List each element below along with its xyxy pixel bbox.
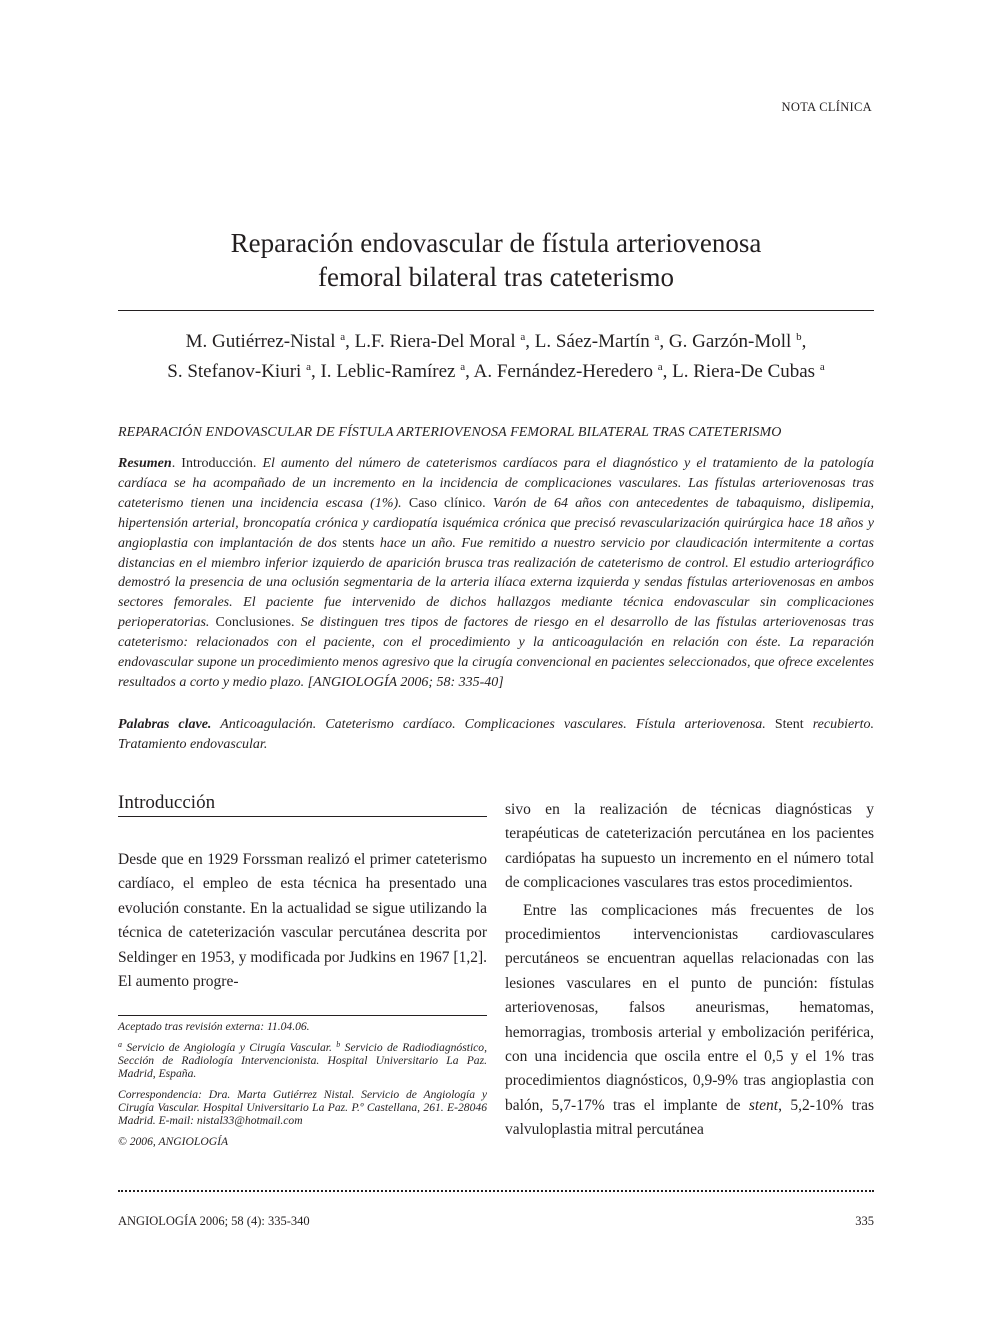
author-affiliation: a — [460, 361, 466, 373]
keywords-list: Anticoagulación. Cateterismo cardíaco. Complicaciones vasculares. Fístula arteriovenosa. — [220, 717, 766, 732]
journal-citation: ANGIOLOGÍA 2006; 58 (4): 335-340 — [118, 1214, 310, 1228]
author-affiliation: b — [796, 331, 802, 343]
author-line-1 — [118, 327, 874, 357]
author-name: L.F. Riera-Del Moral — [354, 331, 516, 352]
abstract-stents-term: stents — [342, 535, 375, 551]
author-affiliation: a — [657, 361, 663, 373]
abstract-conclusions-label: Conclusiones. — [215, 615, 295, 631]
body-term-stent: stent — [748, 1096, 779, 1114]
affiliation-b: Servicio de Radiodiagnóstico, Sección de Radiología Intervencionista. Hospital Universitario La Paz. Madrid, España. — [118, 1041, 488, 1080]
author-name: M. Gutiérrez-Nistal — [185, 331, 336, 352]
author-name: L. Sáez-Martín — [534, 331, 650, 352]
body-text: , 5,2-10% tras valvuloplastia mitral percutánea — [505, 1096, 874, 1139]
article-title — [118, 226, 874, 294]
affiliation-mark: b — [336, 1040, 341, 1049]
right-column — [505, 798, 874, 1143]
author-affiliation: a — [306, 361, 311, 373]
abstract-heading: REPARACIÓN ENDOVASCULAR DE FÍSTULA ARTERIOVENOSA FEMORAL BILATERAL TRAS CATETERISMO — [118, 425, 782, 440]
abstract-intro-label: Introducción. — [181, 456, 257, 471]
body-paragraph: Desde que en 1929 Forssman realizó el primer cateterismo cardíaco, el empleo de esta técnica ha presentado una evolución constante. En la actualidad se sigue utilizando la técnica de cateterización vascular percutánea descrita por Seldinger en 1953, y modificada por Judkins en 1967 [1,2]. El aumento progre- — [118, 851, 487, 991]
footnote-copyright: © 2006, ANGIOLOGÍA — [118, 1135, 229, 1148]
abstract-conclusions-text: Se distinguen tres tipos de factores de riesgo en el desarrollo de las fístulas arteriovenosas tras cateterismo: relacionados con el paciente, con el procedimiento y la anticoagulación en relación con éste. La reparación endovascular supone un procedimiento menos agresivo que la cirugía convencional en pacientes seleccionados, que ofrece excelentes resultados a corto y medio plazo. [ANGIOLOGÍA 2006; 58: 335-40] — [118, 615, 875, 690]
author-separator: , — [465, 361, 474, 382]
abstract-body: Resumen. Introducción. El aumento del número de cateterismos cardíacos para el diagnóstico y el tratamiento de la patología cardíaca se ha acompañado de un incremento en la incidencia de complicaciones vasculares. Las fístulas arteriovenosas tras cateterismo tienen una incidencia escasa (1%). Caso clínico. Varón de 64 años con antecedentes de tabaquismo, dislipemia, hipertensión arterial, broncopatía crónica y cardiopatía isquémica crónica que precisó revascularización quirúrgica hace 18 años y angioplastia con implantación de dos stents hace un año. Fue remitido a nuestro servicio por claudicación intermitente a cortas distancias en el miembro inferior izquierdo de aparición brusca tras realización de cateterismo de control. El estudio arteriográfico demostró la presencia de una oclusión segmentaria de la arteria ilíaca externa izquierda y sendas fístulas arteriovenosas en ambos sectores femorales. El paciente fue intervenido de dichos hallazgos mediante técnica endovascular sin complicaciones perioperatorias. Conclusiones. Se distinguen tres tipos de factores de riesgo en el desarrollo de las fístulas arteriovenosas tras cateterismo: relacionados con el paciente, con el procedimiento y la anticoagulación en relación con éste. La reparación endovascular supone un procedimiento menos agresivo que la cirugía convencional en pacientes seleccionados, que ofrece excelentes resultados a corto y medio plazo. [ANGIOLOGÍA 2006; 58: 335-40] — [118, 456, 875, 690]
author-separator: , — [525, 331, 535, 352]
author-affiliation: a — [520, 331, 526, 343]
author-affiliation: a — [819, 361, 825, 373]
author-name: S. Stefanov-Kiuri — [167, 361, 302, 382]
abstract-label: Resumen — [118, 456, 172, 471]
author-affiliation: a — [654, 331, 660, 343]
keywords-label: Palabras clave. — [118, 717, 212, 732]
keywords-list-cont: recubierto. Tratamiento endovascular. — [118, 717, 875, 752]
section-heading-introduction: Introducción — [118, 792, 216, 813]
author-name: L. Riera-De Cubas — [672, 361, 816, 382]
body-paragraph: sivo en la realización de técnicas diagnósticas y terapéuticas de cateterización percutánea en los pacientes cardiópatas ha supuesto un incremento en el número total de complicaciones vasculares tras estos procedimientos. — [505, 801, 874, 892]
section-label: NOTA CLÍNICA — [781, 100, 872, 114]
author-list — [118, 327, 874, 387]
author-affiliation: a — [340, 331, 346, 343]
author-separator: , — [310, 361, 321, 382]
author-name: I. Leblic-Ramírez — [320, 361, 456, 382]
footnote-accepted: Aceptado tras revisión externa: 11.04.06. — [118, 1020, 310, 1033]
body-paragraph — [505, 899, 874, 1143]
left-column — [118, 848, 487, 994]
affiliation-a: Servicio de Angiología y Cirugía Vascular. — [126, 1041, 332, 1054]
abstract-case-text: Varón de 64 años con antecedentes de tabaquismo, dislipemia, hipertensión arterial, broncopatía crónica y cardiopatía isquémica crónica que precisó revascularización quirúrgica hace 18 años y angioplastia con implantación de dos — [118, 495, 874, 551]
footnote-affiliations — [118, 1041, 487, 1080]
body-text: Entre las complicaciones más frecuentes de los procedimientos intervencionistas cardiovasculares percutáneos se encuentran aquellas relacionadas con las lesiones vasculares en el punto de punción: fístulas arteriovenosas, falsos aneurismas, hematomas, hemorragias, trombosis arterial y embolización periférica, con una incidencia que oscila entre el 0,5 y el 1% tras procedimientos diagnósticos, 0,9-9% tras angioplastia con balón, 5,7-17% tras el implante de — [505, 901, 874, 1114]
author-separator: , — [662, 361, 673, 382]
title-line-2: femoral bilateral tras cateterismo — [317, 262, 675, 292]
section-heading-rule — [118, 816, 487, 817]
author-line-2 — [118, 357, 874, 387]
author-separator: , — [345, 331, 355, 352]
affiliation-mark: a — [118, 1040, 122, 1049]
footnotes — [118, 1020, 487, 1156]
author-name: G. Garzón-Moll — [668, 331, 792, 352]
keywords-stent-term: Stent — [774, 717, 804, 732]
page-number: 335 — [855, 1214, 874, 1228]
keywords — [118, 715, 874, 755]
footnote-correspondence: Correspondencia: Dra. Marta Gutiérrez Nistal. Servicio de Angiología y Cirugía Vascular. Hospital Universitario La Paz. P.º Castellana, 261. E-28046 Madrid. E-mail: nistal33@hotmail.com — [118, 1088, 487, 1127]
author-separator: , — [659, 331, 669, 352]
author-separator: , — [801, 331, 807, 352]
abstract-case-text-cont: hace un año. Fue remitido a nuestro servicio por claudicación intermitente a cortas distancias en el miembro inferior izquierdo de aparición brusca tras realización de cateterismo de control. El estudio arteriográfico demostró la presencia de una oclusión segmentaria de la arteria ilíaca externa izquierda y sendas fístulas arteriovenosas en ambos sectores femorales. El paciente fue intervenido de dichos hallazgos mediante técnica endovascular sin complicaciones perioperatorias. — [118, 535, 875, 631]
title-divider — [118, 310, 874, 311]
abstract-intro-text: El aumento del número de cateterismos cardíacos para el diagnóstico y el tratamiento de la patología cardíaca se ha acompañado de un incremento en la incidencia de complicaciones vasculares. Las fístulas arteriovenosas tras cateterismo tienen una incidencia escasa (1%). — [118, 456, 874, 511]
footnote-divider — [118, 1015, 487, 1016]
footer-dotted-rule — [118, 1190, 874, 1192]
abstract-case-label: Caso clínico. — [408, 495, 486, 511]
author-name: A. Fernández-Heredero — [473, 361, 653, 382]
title-line-1: Reparación endovascular de fístula arteriovenosa — [230, 228, 762, 258]
